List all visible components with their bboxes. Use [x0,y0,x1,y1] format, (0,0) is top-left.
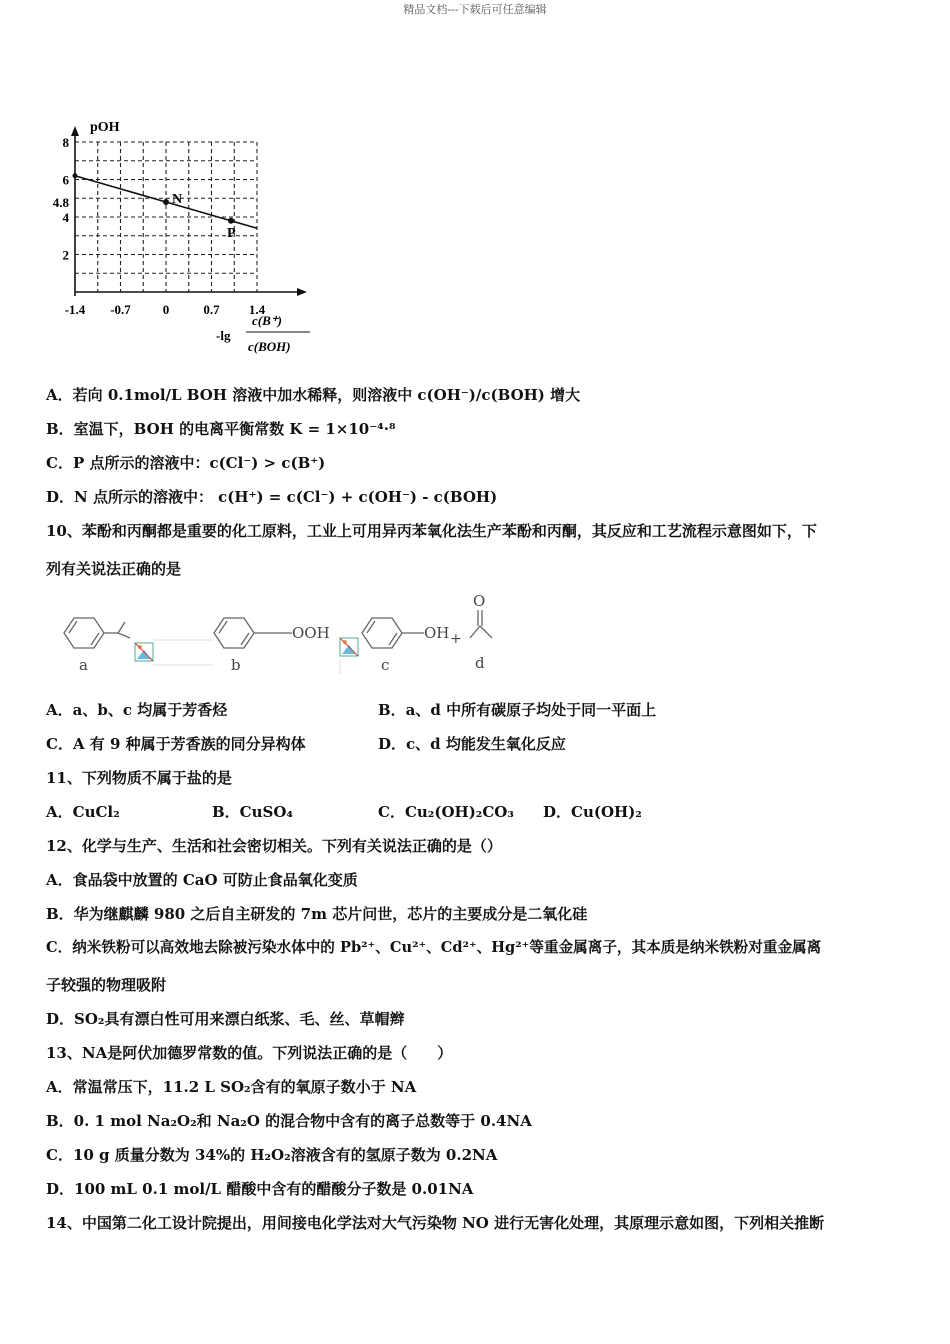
broken-image-icon [135,640,213,665]
series-start-point [73,173,78,178]
x-tick-label: 0.7 [203,302,220,317]
label-c: c [381,656,390,674]
q10-option-c: C．A 有 9 种属于芳香族的同分异构体 [46,735,306,753]
q9-option-a: A．若向 0.1mol/L BOH 溶液中加水稀释，则溶液中 c(OH⁻)/c(BOH) 增大 [46,386,581,404]
q13-option-d: D．100 mL 0.1 mol/L 醋酸中含有的醋酸分子数是 0.01NA [46,1180,474,1198]
x-axis-label-prefix: -lg [216,328,231,343]
q13-option-c: C．10 g 质量分数为 34%的 H₂O₂溶液含有的氢原子数为 0.2NA [46,1146,498,1164]
q11-option-a: A．CuCl₂ [46,803,120,821]
reaction-scheme [48,588,508,680]
q11-option-b: B．CuSO₄ [212,803,293,821]
q10-stem-line1: 10、苯酚和丙酮都是重要的化工原料，工业上可用异丙苯氧化法生产苯酚和丙酮，其反应和工艺流程示意图如下，下 [46,522,817,540]
chart-grid [75,142,257,292]
label-ooh: OOH [292,624,330,642]
q10-stem-line2: 列有关说法正确的是 [46,560,182,578]
x-tick-label: -0.7 [110,302,131,317]
chart-points [163,192,236,241]
q14-stem: 14、中国第二化工设计院提出，用间接电化学法对大气污染物 NO 进行无害化处理，其原理示意如图，下列相关推断 [46,1214,825,1232]
label-d: d [475,654,485,672]
q12-option-c-line2: 子较强的物理吸附 [46,976,167,994]
point-marker-n [163,199,169,205]
label-a: a [79,656,88,674]
q12-option-c-line1: C．纳米铁粉可以高效地去除被污染水体中的 Pb²⁺、Cu²⁺、Cd²⁺、Hg²⁺等重金属离子，其本质是纳米铁粉对重金属离 [46,939,822,956]
y-axis-arrow [71,126,79,136]
x-tick-label: 0 [162,302,170,317]
molecule-d [470,610,492,638]
y-tick-label: 4.8 [52,195,69,210]
label-plus: + [450,631,462,647]
q10-option-b: B．a、d 中所有碳原子均处于同一平面上 [378,701,657,719]
y-tick-label: 4 [62,210,69,225]
x-axis-label-denominator: c(BOH) [248,339,291,354]
q9-option-b: B．室温下，BOH 的电离平衡常数 K = 1×10⁻⁴·⁸ [46,420,396,438]
q11-stem: 11、下列物质不属于盐的是 [46,769,232,787]
q12-option-b: B．华为继麒麟 980 之后自主研发的 7m 芯片问世，芯片的主要成分是二氧化硅 [46,905,588,923]
label-oh: OH [424,624,450,642]
molecule-c [362,618,424,648]
q11-option-d: D．Cu(OH)₂ [543,803,642,821]
label-o: O [473,592,486,610]
y-tick-label: 6 [62,172,69,188]
y-axis-label: pOH [90,120,120,135]
point-label-p: P [227,225,236,241]
broken-image-icon [340,638,358,674]
q10-option-a: A．a、b、c 均属于芳香烃 [46,701,228,719]
x-tick-label: -1.4 [64,302,86,317]
poh-chart [38,112,328,362]
y-tick-label: 2 [62,247,69,263]
molecule-a [64,618,130,648]
q13-option-a: A．常温常压下，11.2 L SO₂含有的氧原子数小于 NA [46,1078,417,1096]
q13-stem: 13、NA是阿伏加德罗常数的值。下列说法正确的是（ ） [46,1044,453,1062]
q10-option-d: D．c、d 均能发生氧化反应 [378,735,566,753]
label-b: b [231,656,241,674]
page-header: 精品文档---下载后可任意编辑 [403,3,547,16]
q11-option-c: C．Cu₂(OH)₂CO₃ [378,803,514,821]
q12-option-a: A．食品袋中放置的 CaO 可防止食品氧化变质 [46,871,358,889]
q9-option-d: D．N 点所示的溶液中： c(H⁺) = c(Cl⁻) + c(OH⁻) - c(BOH) [46,488,498,506]
molecule-b [214,618,292,648]
x-axis-label-numerator: c(B⁺) [252,313,282,328]
y-tick-label: 8 [62,135,69,150]
point-marker-p [228,218,234,224]
q12-option-d: D．SO₂具有漂白性可用来漂白纸浆、毛、丝、草帽辫 [46,1010,405,1028]
point-label-n: N [172,192,183,207]
q13-option-b: B．0. 1 mol Na₂O₂和 Na₂O 的混合物中含有的离子总数等于 0.4NA [46,1112,532,1130]
q12-stem: 12、化学与生产、生活和社会密切相关。下列有关说法正确的是（） [46,837,502,855]
x-tick-label: 1.4 [248,302,266,317]
q9-option-c: C．P 点所示的溶液中：c(Cl⁻) > c(B⁺) [46,454,326,472]
x-axis-arrow [297,288,307,296]
